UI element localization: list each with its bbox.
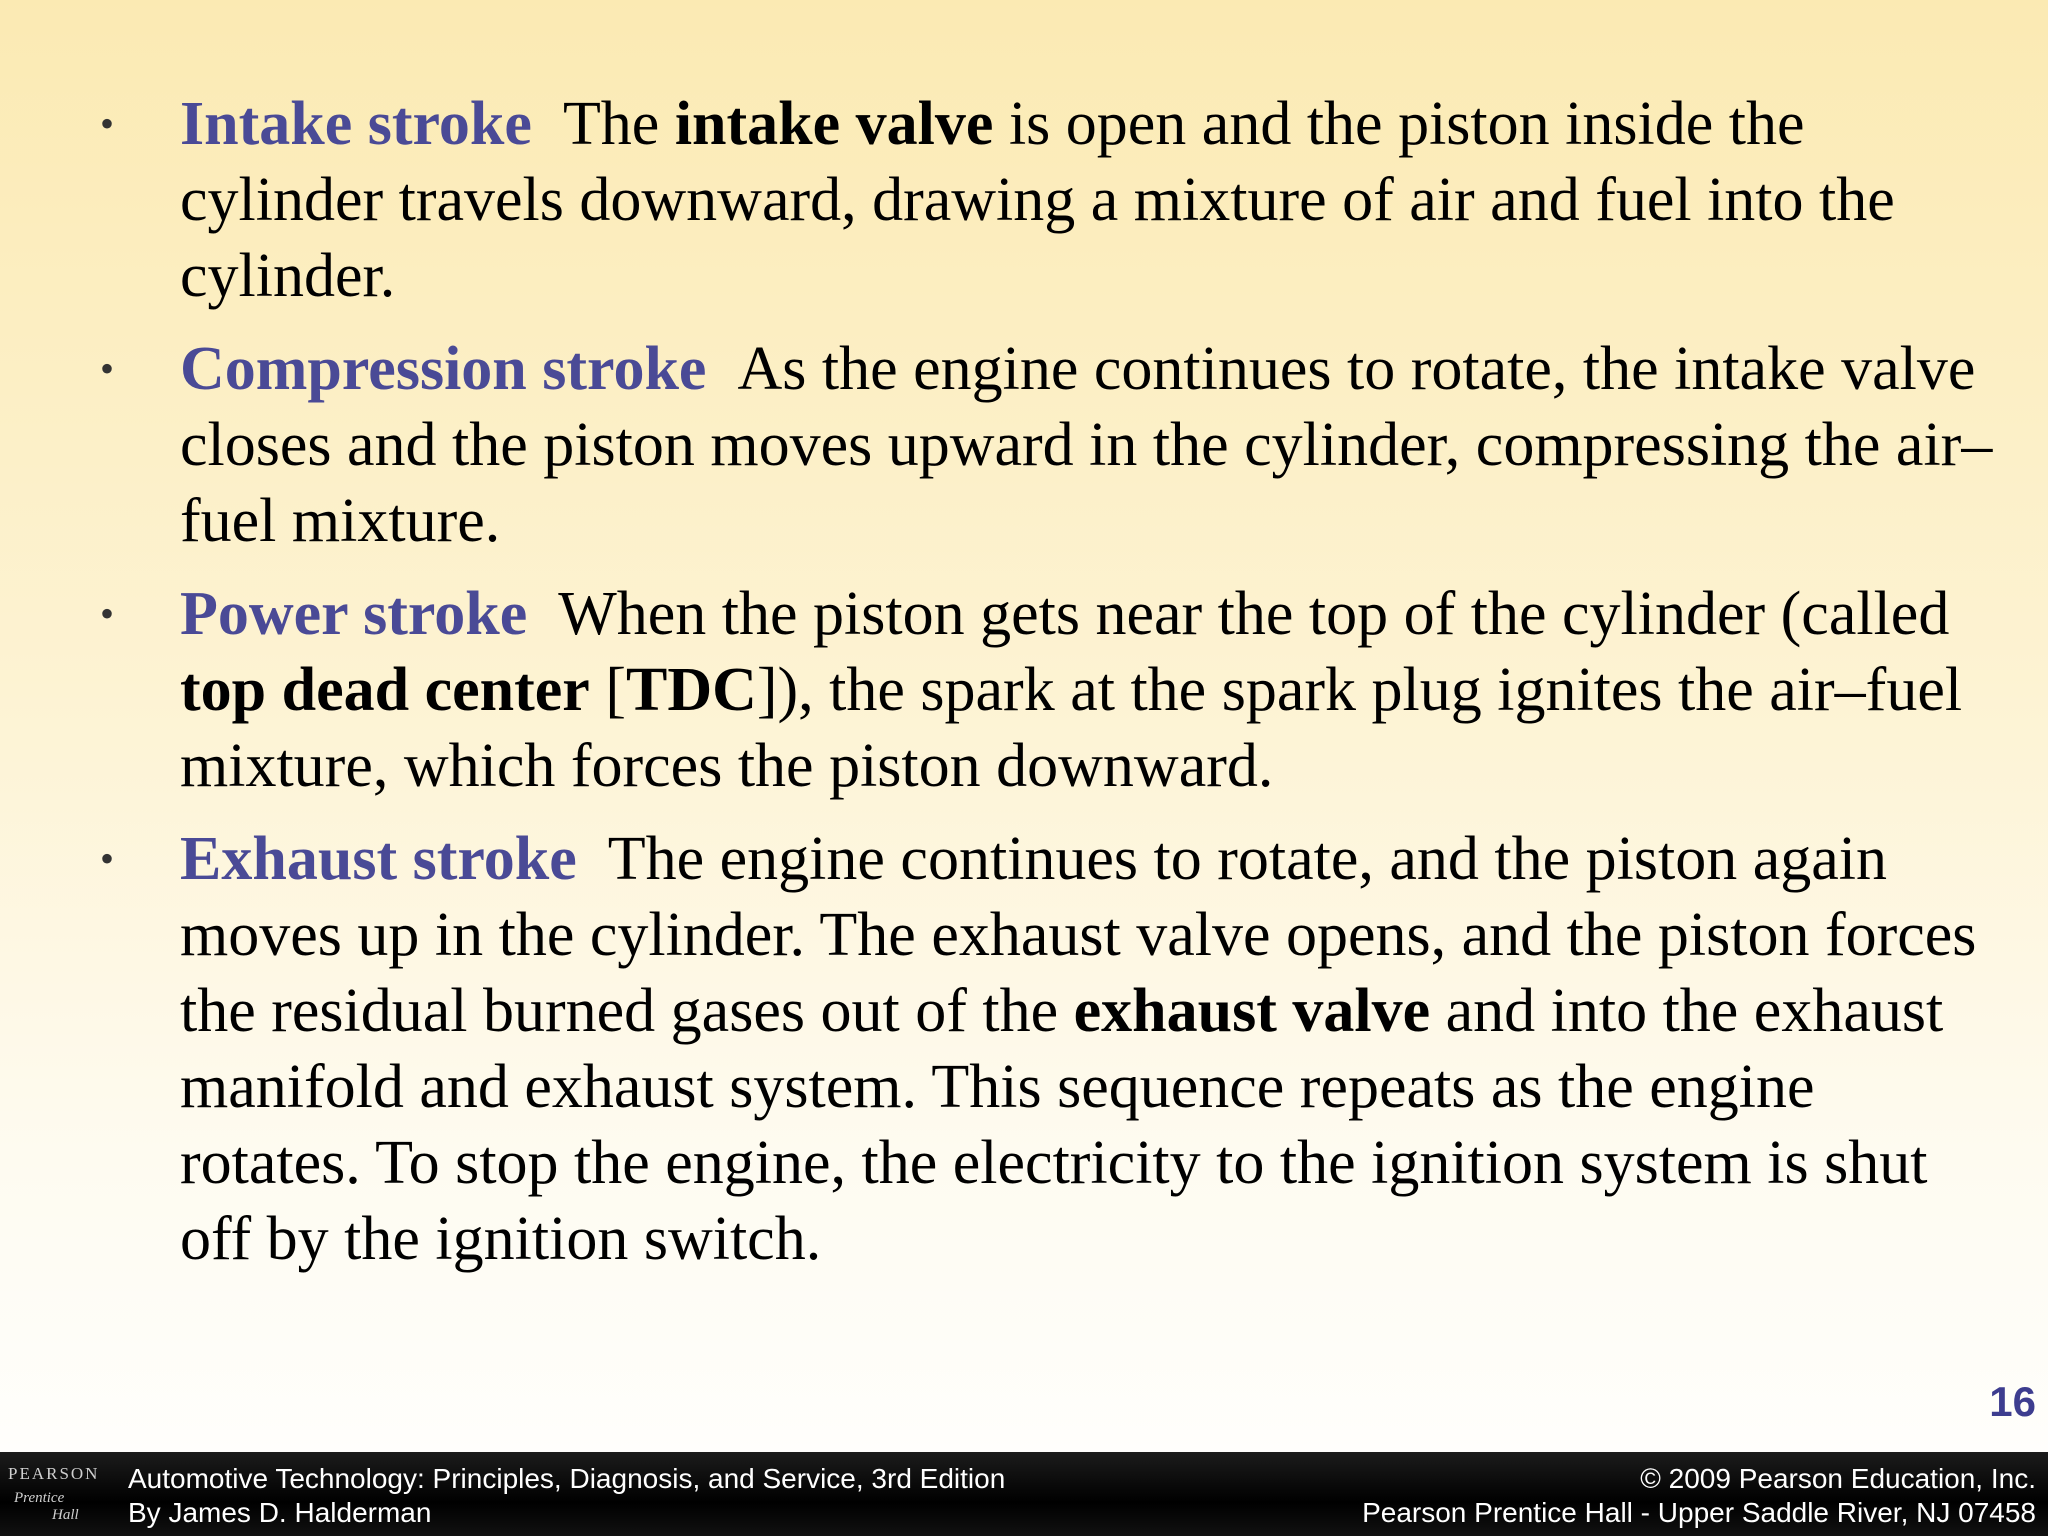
bullet-text: The engine continues to rotate, and the piston again moves up in the cylinder. The exhaust valve opens, and the piston forces the residual burned gases out of the — [180, 825, 1977, 1045]
term-power-stroke: Power stroke — [180, 580, 528, 648]
bold-term-top-dead-center: top dead center — [180, 656, 590, 724]
logo-hall: Hall — [52, 1507, 79, 1523]
logo-pearson-text: PEARSON — [8, 1464, 100, 1483]
bullet-text: and into the exhaust manifold and exhaust system. This sequence repeats as the engine rotates. To stop the engine, the electricity to the ignition system is shut off by the ignition switch. — [180, 977, 1944, 1273]
term-compression-stroke: Compression stroke — [180, 335, 707, 403]
pearson-prentice-hall-logo — [0, 1452, 110, 1536]
footer-bar — [0, 1452, 2048, 1536]
bullet-text: The — [562, 90, 675, 158]
bold-term-intake-valve: intake valve — [674, 90, 994, 158]
bullet-text: [ — [589, 656, 626, 724]
book-title: Automotive Technology: Principles, Diagnosis, and Service, 3rd Edition — [128, 1463, 1006, 1494]
bullet-exhaust-stroke — [100, 821, 2000, 1277]
page-number: 16 — [1989, 1378, 2036, 1425]
footer-book-info — [128, 1462, 1005, 1530]
bullet-text: ]), the spark at the spark plug ignites the air–fuel mixture, which forces the piston downward. — [180, 656, 1963, 800]
bullet-text: As the engine continues to rotate, the intake valve closes and the piston moves upward in the cylinder, compressing the air–fuel mixture. — [180, 335, 1993, 555]
bullet-dot-icon: • — [100, 591, 115, 636]
bullet-intake-stroke — [100, 86, 2000, 314]
bold-term-tdc: TDC — [625, 656, 757, 724]
book-author: By James D. Halderman — [128, 1497, 432, 1528]
bold-term-exhaust-valve: exhaust valve — [1073, 977, 1431, 1045]
logo-prentice: Prentice — [14, 1490, 65, 1506]
bullet-text: When the piston gets near the top of the cylinder (called — [558, 580, 1950, 648]
bullet-dot-icon: • — [100, 836, 115, 881]
bullet-power-stroke — [100, 576, 2000, 804]
copyright-notice: © 2009 Pearson Education, Inc. — [1640, 1463, 2036, 1494]
term-intake-stroke: Intake stroke — [180, 90, 532, 158]
bullet-text: is open and the piston inside the cylinder travels downward, drawing a mixture of air and fuel into the cylinder. — [180, 90, 1895, 310]
logo-prentice-hall-text — [14, 1490, 79, 1524]
publisher-address: Pearson Prentice Hall - Upper Saddle River, NJ 07458 — [1362, 1497, 2036, 1528]
slide-content — [100, 86, 2000, 1294]
footer-publisher-info — [1362, 1462, 2036, 1530]
bullet-compression-stroke — [100, 331, 2000, 559]
bullet-dot-icon: • — [100, 346, 115, 391]
bullet-dot-icon: • — [100, 101, 115, 146]
term-exhaust-stroke: Exhaust stroke — [180, 825, 577, 893]
